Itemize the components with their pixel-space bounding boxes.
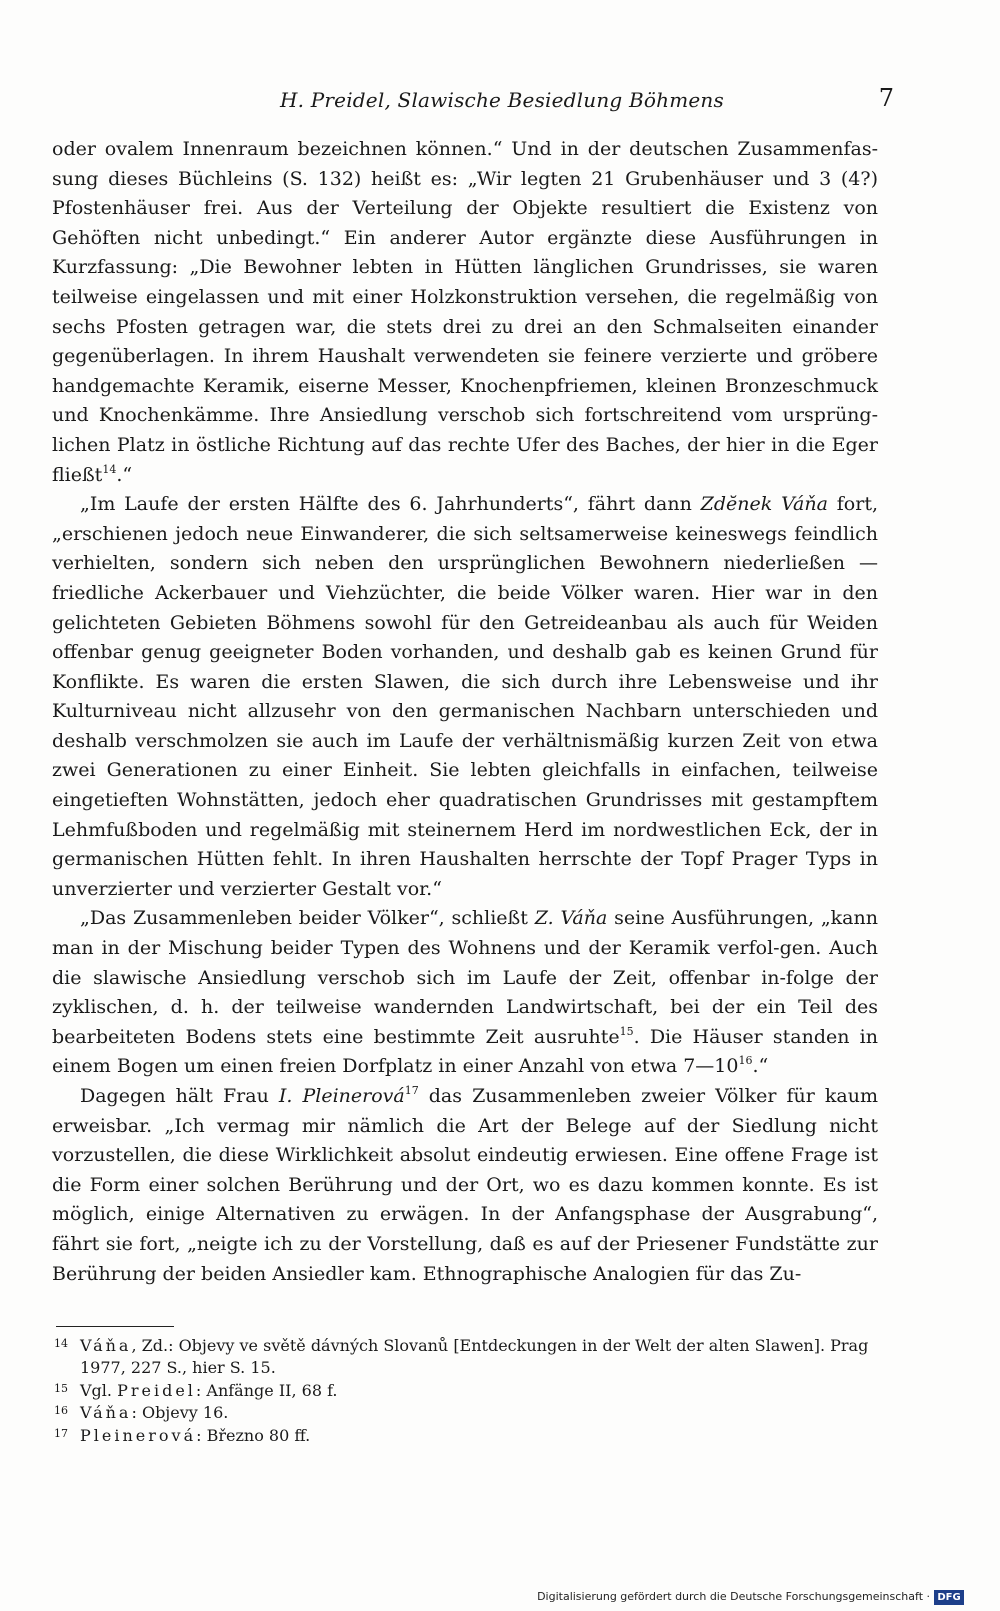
paragraph-2	[52, 490, 878, 904]
paragraph-text: oder ovalem Innenraum bezeichnen können.“ Und in der deutschen Zusammenfas-sung dieses Büchleins (S. 132) heißt es: „Wir legten 21 Grubenhäuser und 3 (4?) Pfostenhäuser frei. Aus der Verteilung der Objekte resultiert die Existenz von Gehöften nicht unbedingt.“ Ein anderer Autor ergänzte diese Ausführungen in Kurzfassung: „Die Bewohner lebten in Hütten länglichen Grundrisses, sie waren teilweise eingelassen und mit einer Holzkonstruktion versehen, die regelmäßig von sechs Pfosten getragen war, die stets drei zu drei an den Schmalseiten einander gegenüberlagen. In ihrem Haushalt verwendeten sie feinere verzierte und gröbere handgemachte Keramik, eiserne Messer, Knochenpfriemen, kleinen Bronzeschmuck und Knochenkämme. Ihre Ansiedlung verschob sich fortschreitend vom ursprüng-lichen Platz in östliche Richtung auf das rechte Ufer des Baches, der hier in die Eger fließt	[52, 138, 878, 486]
footnote-number: 16	[54, 1404, 68, 1418]
funding-note: Digitalisierung gefördert durch die Deutsche Forschungsgemeinschaft ·	[537, 1590, 930, 1603]
footnote-ref: 15	[619, 1024, 634, 1038]
body-text	[52, 135, 878, 1289]
paragraph-3	[52, 904, 878, 1082]
footnote-number: 17	[54, 1426, 68, 1440]
footnote-author: Váňa	[80, 1403, 132, 1423]
page-header	[280, 84, 894, 118]
footnote-author: Pleinerová	[80, 1425, 197, 1445]
footnote-author: Preidel	[117, 1380, 196, 1400]
footnote-ref: 14	[102, 462, 117, 476]
footnote-divider	[56, 1326, 174, 1327]
paragraph-4	[52, 1082, 878, 1289]
paragraph-1	[52, 135, 878, 490]
footnote-text: , Zd.: Objevy ve světě dávných Slovanů [Entdeckungen in der Welt der alten Slawen]. Prag 1977, 227 S., hier S. 15.	[80, 1336, 869, 1378]
footnote-ref: 17	[404, 1084, 419, 1097]
paragraph-text: das Zusammenleben zweier Völker für kaum erweisbar. „Ich vermag mir nämlich die Art der Belege auf der Siedlung nicht vorzustellen, die diese Wirklichkeit absolut eindeutig erwiesen. Eine offene Frage ist die Form einer solchen Berührung und der Ort, wo es dazu kommen konnte. Es ist möglich, einige Alternativen zu erwägen. In der Anfangsphase der Ausgrabung“, fährt sie fort, „neigte ich zu der Vorstellung, daß es auf der Priesener Fundstätte zur Berührung der beiden Ansiedler kam. Ethnographische Analogien für das Zu-	[52, 1085, 878, 1285]
paragraph-text: „Das Zusammenleben beider Völker“, schließt	[80, 907, 535, 930]
dfg-logo: DFG	[934, 1590, 964, 1605]
author-name: Zdĕnek Váňa	[700, 493, 828, 516]
paragraph-text: .“	[116, 463, 133, 486]
footnote-ref: 16	[738, 1054, 753, 1068]
author-name: Z. Váňa	[534, 907, 608, 930]
footnote-author: Váňa	[80, 1336, 132, 1355]
footnote-prefix: Vgl.	[80, 1380, 118, 1400]
footnote-text: : Březno 80 ff.	[196, 1425, 311, 1445]
footnote-text: : Objevy 16.	[131, 1403, 229, 1423]
footnote-17	[52, 1425, 878, 1447]
footnotes	[52, 1335, 878, 1447]
footnote-15	[52, 1380, 878, 1402]
footnote-number: 14	[54, 1337, 68, 1350]
paragraph-text: „Im Laufe der ersten Hälfte des 6. Jahrhunderts“, fährt dann	[80, 493, 701, 516]
page-number: 7	[878, 84, 894, 112]
paragraph-text: seine Ausführungen, „kann man in der Mischung beider Typen des Wohnens und der Keramik verfol-gen. Auch die slawische Ansiedlung verschob sich im Laufe der Zeit, offenbar in-folge der zyklischen, d. h. der teilweise wandernden Landwirtschaft, bei der ein Teil des bearbeiteten Bodens stets eine bestimmte Zeit ausruhte	[52, 907, 878, 1048]
footnote-14	[52, 1335, 878, 1380]
paragraph-text: . Die Häuser standen in einem Bogen um einen freien Dorfplatz in einer Anzahl von etwa 7—10	[52, 1025, 878, 1078]
running-head: H. Preidel, Slawische Besiedlung Böhmens	[280, 88, 724, 112]
footnote-number: 15	[54, 1381, 68, 1395]
paragraph-text: fort, „erschienen jedoch neue Einwanderer, die sich seltsamerweise keineswegs feindlich verhielten, sondern sich neben den ursprünglichen Bewohnern niederließen — friedliche Ackerbauer und Viehzüchter, die beide Völker waren. Hier war in den gelichteten Gebieten Böhmens sowohl für den Getreideanbau als auch für Weiden offenbar genug geeigneter Boden vorhanden, und deshalb gab es keinen Grund für Konflikte. Es waren die ersten Slawen, die sich durch ihre Lebensweise und ihr Kulturniveau nicht allzusehr von den germanischen Nachbarn unterschieden und deshalb verschmolzen sie auch im Laufe der verhältnismäßig kurzen Zeit von etwa zwei Generationen zu einer Einheit. Sie lebten gleichfalls in einfachen, teilweise eingetieften Wohnstätten, jedoch eher quadratischen Grundrisses mit gestampftem Lehmfußboden und regelmäßig mit steinernem Herd im nordwestlichen Eck, der in germanischen Hütten fehlt. In ihren Haushalten herrschte der Topf Prager Typs in unverzierter und verzierter Gestalt vor.“	[52, 493, 879, 900]
paragraph-text: .“	[752, 1055, 769, 1078]
footnote-16	[52, 1402, 878, 1424]
footnote-text: : Anfänge II, 68 f.	[195, 1380, 338, 1400]
paragraph-text: Dagegen hält Frau	[80, 1085, 279, 1107]
author-name: I. Pleinerová	[278, 1085, 405, 1107]
